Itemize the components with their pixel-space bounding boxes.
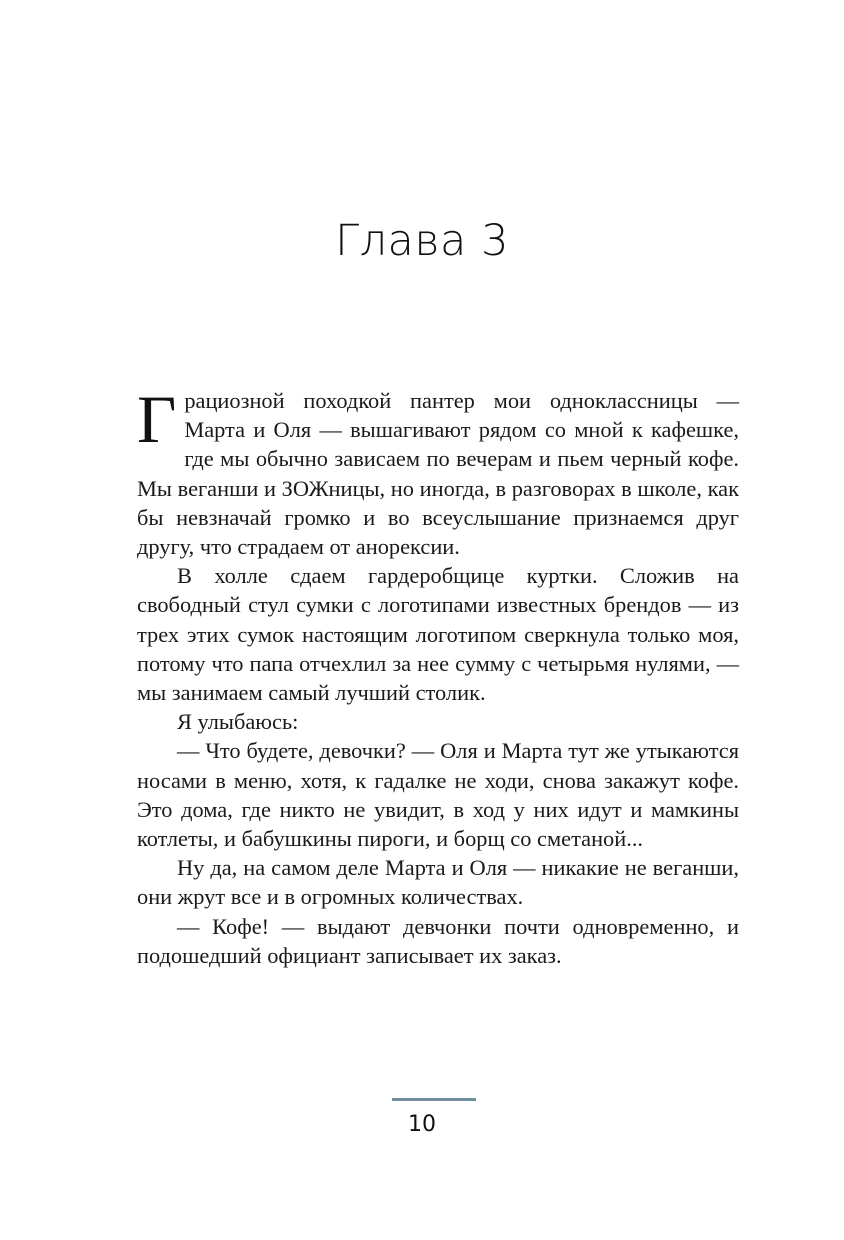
paragraph-6: — Кофе! — выдают девчонки почти одновременно, и подошедший официант записывает их заказ. [137, 913, 739, 968]
page-number: 10 [408, 1112, 436, 1137]
paragraph-5: Ну да, на самом деле Марта и Оля — никакие не веганши, они жрут все и в огромных количествах. [137, 855, 739, 910]
paragraph-4: — Что будете, девочки? — Оля и Марта тут же утыкаются носами в меню, хотя, к гадалке не ходи, снова закажут кофе. Это дома, где никто не увидит, в ход у них идут и мамкины котлеты, и бабушкины пироги, и борщ со сметаной... [137, 738, 739, 852]
drop-cap: Г [137, 381, 177, 457]
chapter-title: Глава 3 [335, 215, 509, 266]
chapter-body [137, 381, 739, 970]
paragraph-1-text: рациозной походкой пантер мои одноклассницы — Марта и Оля — вышагивают рядом со мной к кафешке, где мы обычно зависаем по вечерам и пьем черный кофе. Мы веганши и ЗОЖницы, но иногда, в разговорах в школе, как бы невзначай громко и во всеуслышание признаемся друг другу, что страдаем от анорексии. [137, 388, 739, 560]
paragraph-1 [137, 381, 739, 561]
paragraph-3: Я улыбаюсь: [177, 709, 299, 735]
paragraph-2: В холле сдаем гардеробщице куртки. Сложив на свободный стул сумки с логотипами известных брендов — из трех этих сумок настоящим логотипом сверкнула только моя, потому что папа отчехлил за нее сумму с четырьмя нулями, — мы занимаем самый лучший столик. [137, 563, 739, 706]
page-number-rule [392, 1098, 476, 1101]
